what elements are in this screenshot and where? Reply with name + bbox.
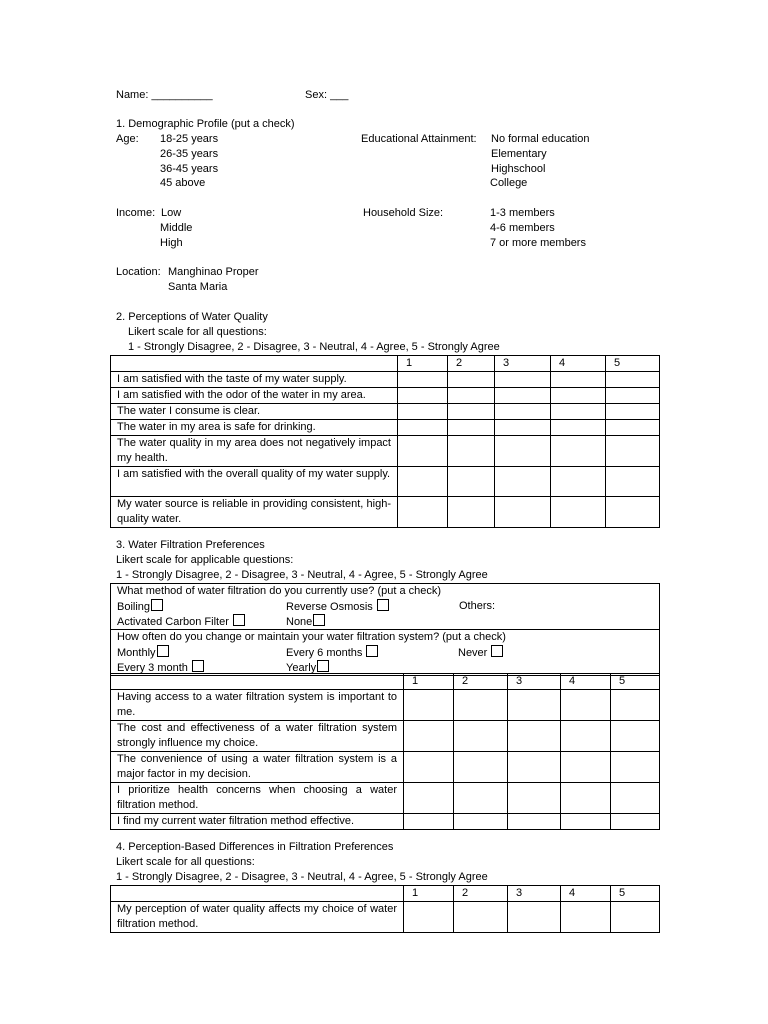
rating-cell[interactable] (606, 388, 660, 404)
table-row (111, 783, 660, 814)
rating-cell[interactable] (606, 436, 660, 467)
table-header-row (111, 674, 660, 690)
rating-cell[interactable] (551, 467, 606, 497)
rating-cell[interactable] (551, 420, 606, 436)
option-boiling[interactable] (117, 599, 163, 615)
rating-cell[interactable] (508, 902, 561, 933)
question-text: My perception of water quality affects my choice of water filtration method. (111, 902, 404, 933)
section3-subtitle: Likert scale for applicable questions: (116, 554, 294, 566)
rating-cell[interactable] (398, 404, 448, 420)
rating-cell[interactable] (448, 388, 495, 404)
table-row (111, 902, 660, 933)
location-option[interactable]: Manghinao Proper (168, 266, 259, 278)
table-header-row (111, 356, 660, 372)
table-row (111, 467, 660, 497)
rating-cell[interactable] (561, 814, 611, 830)
location-option[interactable]: Santa Maria (168, 281, 228, 293)
method-question: What method of water filtration do you currently use? (put a check) (117, 585, 442, 597)
rating-cell[interactable] (495, 420, 551, 436)
option-every-6-months[interactable] (286, 645, 378, 661)
column-header: 4 (551, 356, 606, 372)
income-option[interactable]: High (160, 237, 183, 249)
table-row (111, 420, 660, 436)
option-label: Yearly (286, 662, 317, 674)
income-option[interactable]: Middle (160, 222, 193, 234)
column-header: 3 (508, 674, 561, 690)
option-never[interactable] (458, 645, 503, 661)
column-header: 5 (606, 356, 660, 372)
rating-cell[interactable] (398, 497, 448, 528)
rating-cell[interactable] (454, 902, 508, 933)
rating-cell[interactable] (404, 752, 454, 783)
section2-title: 2. Perceptions of Water Quality (116, 311, 268, 323)
rating-cell[interactable] (448, 372, 495, 388)
rating-cell[interactable] (404, 690, 454, 721)
education-option[interactable]: No formal education (491, 133, 590, 145)
table-row (111, 497, 660, 528)
rating-cell[interactable] (495, 404, 551, 420)
option-reverse-osmosis[interactable] (286, 599, 389, 615)
education-option[interactable]: College (490, 177, 528, 189)
rating-cell[interactable] (495, 436, 551, 467)
option-label: Never (458, 647, 488, 659)
header-blank (111, 356, 398, 372)
table-row (111, 372, 660, 388)
rating-cell[interactable] (454, 783, 508, 814)
table-row (111, 388, 660, 404)
question-text: The water I consume is clear. (111, 404, 398, 420)
rating-cell[interactable] (448, 404, 495, 420)
rating-cell[interactable] (508, 752, 561, 783)
column-header: 2 (454, 886, 508, 902)
rating-cell[interactable] (611, 752, 660, 783)
frequency-question: How often do you change or maintain your water filtration system? (put a check) (117, 631, 506, 643)
section4-title: 4. Perception-Based Differences in Filtration Preferences (116, 841, 394, 853)
header-blank (111, 886, 404, 902)
rating-cell[interactable] (561, 721, 611, 752)
rating-cell[interactable] (551, 388, 606, 404)
rating-cell[interactable] (611, 814, 660, 830)
checkbox[interactable] (151, 599, 163, 611)
rating-cell[interactable] (454, 814, 508, 830)
section3-title: 3. Water Filtration Preferences (116, 539, 265, 551)
question-text: My water source is reliable in providing consistent, high-quality water. (111, 497, 398, 528)
rating-cell[interactable] (551, 404, 606, 420)
rating-cell[interactable] (611, 690, 660, 721)
question-text: The cost and effectiveness of a water filtration system strongly influence my choice. (111, 721, 404, 752)
rating-cell[interactable] (551, 372, 606, 388)
column-header: 3 (508, 886, 561, 902)
question-text: I prioritize health concerns when choosing a water filtration method. (111, 783, 404, 814)
income-label: Income: (116, 207, 156, 219)
rating-cell[interactable] (404, 814, 454, 830)
question-text: I am satisfied with the taste of my water supply. (111, 372, 398, 388)
column-header: 5 (611, 886, 660, 902)
checkbox[interactable] (491, 645, 503, 657)
age-option[interactable]: 18-25 years (160, 133, 219, 145)
rating-cell[interactable] (495, 467, 551, 497)
question-text: I find my current water filtration method effective. (111, 814, 404, 830)
rating-cell[interactable] (508, 690, 561, 721)
checkbox[interactable] (233, 614, 245, 626)
question-text: The convenience of using a water filtration system is a major factor in my decision. (111, 752, 404, 783)
table-row (111, 721, 660, 752)
option-label: Every 3 month (117, 662, 188, 674)
checkbox[interactable] (313, 614, 325, 626)
sex-field[interactable]: Sex: ___ (305, 89, 349, 101)
rating-cell[interactable] (508, 721, 561, 752)
age-label: Age: (116, 133, 139, 145)
option-label: Every 6 months (286, 647, 363, 659)
rating-cell[interactable] (606, 372, 660, 388)
table-row (111, 436, 660, 467)
question-text: I am satisfied with the overall quality of my water supply. (111, 467, 398, 497)
household-label: Household Size: (363, 207, 444, 219)
section4-table (110, 885, 660, 933)
column-header: 5 (611, 674, 660, 690)
column-header: 1 (398, 356, 448, 372)
education-label: Educational Attainment: (361, 133, 477, 145)
option-activated-carbon[interactable] (117, 614, 245, 630)
column-header: 3 (495, 356, 551, 372)
rating-cell[interactable] (611, 783, 660, 814)
rating-cell[interactable] (606, 420, 660, 436)
option-others[interactable]: Others: (459, 600, 496, 612)
column-header: 1 (404, 886, 454, 902)
checkbox[interactable] (317, 660, 329, 672)
section4-subtitle: Likert scale for all questions: (116, 856, 255, 868)
section2-scale: 1 - Strongly Disagree, 2 - Disagree, 3 - Neutral, 4 - Agree, 5 - Strongly Agree (128, 341, 500, 353)
table-row (111, 752, 660, 783)
rating-cell[interactable] (398, 388, 448, 404)
rating-cell[interactable] (606, 467, 660, 497)
option-label: Boiling (117, 601, 151, 613)
income-option[interactable]: Low (161, 207, 182, 219)
column-header: 2 (454, 674, 508, 690)
table-row (111, 584, 660, 630)
table-row (111, 404, 660, 420)
checkbox[interactable] (192, 660, 204, 672)
rating-cell[interactable] (454, 752, 508, 783)
option-label: Monthly (117, 647, 156, 659)
section3-table (110, 673, 660, 830)
table-header-row (111, 886, 660, 902)
table-row (111, 814, 660, 830)
section2-subtitle: Likert scale for all questions: (128, 326, 267, 338)
rating-cell[interactable] (398, 436, 448, 467)
column-header: 4 (561, 886, 611, 902)
checkbox[interactable] (366, 645, 378, 657)
location-label: Location: (116, 266, 161, 278)
rating-cell[interactable] (561, 752, 611, 783)
column-header: 1 (404, 674, 454, 690)
question-text: Having access to a water filtration system is important to me. (111, 690, 404, 721)
option-label: Reverse Osmosis (286, 601, 373, 613)
age-option[interactable]: 26-35 years (160, 148, 219, 160)
option-label: None (286, 616, 313, 628)
section2-table (110, 355, 660, 528)
rating-cell[interactable] (611, 721, 660, 752)
rating-cell[interactable] (495, 388, 551, 404)
rating-cell[interactable] (404, 902, 454, 933)
rating-cell[interactable] (495, 372, 551, 388)
education-option[interactable]: Highschool (491, 163, 546, 175)
section3-scale: 1 - Strongly Disagree, 2 - Disagree, 3 - Neutral, 4 - Agree, 5 - Strongly Agree (116, 569, 488, 581)
age-option[interactable]: 36-45 years (160, 163, 219, 175)
checkbox[interactable] (377, 599, 389, 611)
option-label: Activated Carbon Filter (117, 616, 229, 628)
rating-cell[interactable] (448, 436, 495, 467)
rating-cell[interactable] (398, 467, 448, 497)
rating-cell[interactable] (606, 404, 660, 420)
rating-cell[interactable] (508, 783, 561, 814)
question-text: The water in my area is safe for drinking. (111, 420, 398, 436)
section4-scale: 1 - Strongly Disagree, 2 - Disagree, 3 - Neutral, 4 - Agree, 5 - Strongly Agree (116, 871, 488, 883)
rating-cell[interactable] (454, 721, 508, 752)
table-row (111, 630, 660, 676)
rating-cell[interactable] (448, 497, 495, 528)
rating-cell[interactable] (561, 783, 611, 814)
rating-cell[interactable] (404, 721, 454, 752)
column-header: 4 (561, 674, 611, 690)
rating-cell[interactable] (404, 783, 454, 814)
demographic-title: 1. Demographic Profile (put a check) (116, 118, 295, 130)
household-option[interactable]: 7 or more members (490, 237, 586, 249)
household-option[interactable]: 1-3 members (490, 207, 555, 219)
rating-cell[interactable] (454, 690, 508, 721)
rating-cell[interactable] (606, 497, 660, 528)
rating-cell[interactable] (561, 902, 611, 933)
rating-cell[interactable] (448, 420, 495, 436)
education-option[interactable]: Elementary (491, 148, 547, 160)
rating-cell[interactable] (551, 436, 606, 467)
header-blank (111, 674, 404, 690)
option-none[interactable] (286, 614, 325, 630)
rating-cell[interactable] (448, 467, 495, 497)
rating-cell[interactable] (495, 497, 551, 528)
rating-cell[interactable] (398, 420, 448, 436)
name-field[interactable]: Name: __________ (116, 89, 213, 101)
household-option[interactable]: 4-6 members (490, 222, 555, 234)
checkbox[interactable] (157, 645, 169, 657)
table-row (111, 690, 660, 721)
column-header: 2 (448, 356, 495, 372)
rating-cell[interactable] (551, 497, 606, 528)
question-text: I am satisfied with the odor of the water in my area. (111, 388, 398, 404)
rating-cell[interactable] (561, 690, 611, 721)
rating-cell[interactable] (611, 902, 660, 933)
age-option[interactable]: 45 above (160, 177, 206, 189)
question-text: The water quality in my area does not negatively impact my health. (111, 436, 398, 467)
option-monthly[interactable] (117, 645, 169, 661)
rating-cell[interactable] (398, 372, 448, 388)
filtration-methods-table (110, 583, 660, 676)
rating-cell[interactable] (508, 814, 561, 830)
